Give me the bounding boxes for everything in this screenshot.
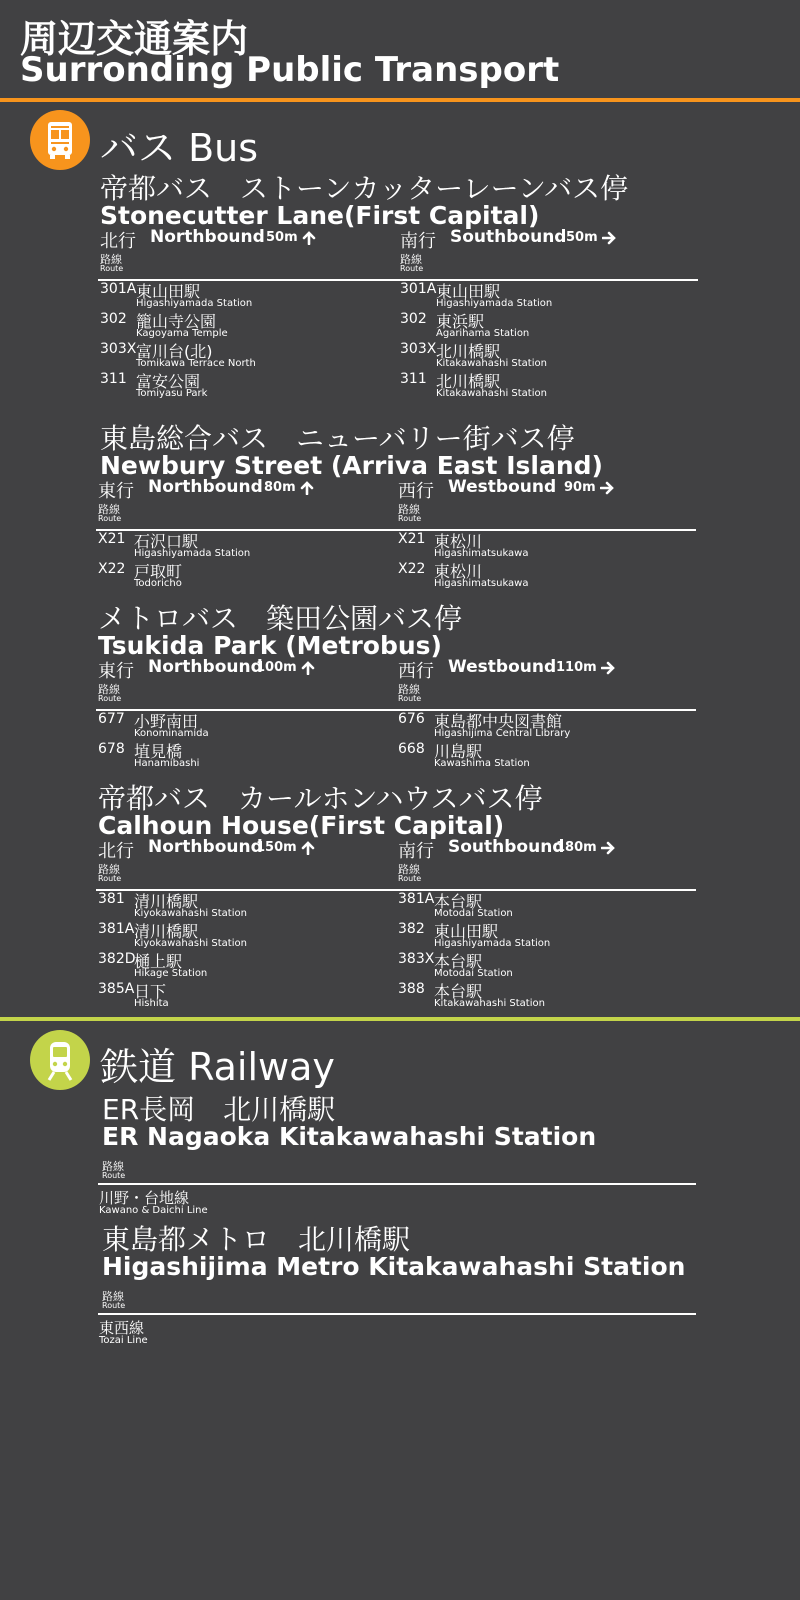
route-entry: [98, 889, 398, 919]
route-entry: [400, 309, 700, 339]
destination-en: Agarihama Station: [436, 328, 530, 339]
route-divider: [98, 1313, 696, 1315]
stop-name-ja: 帝都バス カールホンハウスバス停: [98, 782, 543, 815]
direction-header: [98, 837, 390, 861]
direction-en: Northbound: [150, 227, 265, 247]
stop-name-ja: 東島総合バス ニューバリー街バス停: [100, 422, 575, 455]
direction-en: Northbound: [148, 477, 263, 497]
route-entry: [398, 709, 698, 739]
direction-header: [100, 227, 392, 251]
destination-ja: 富安公園: [136, 372, 201, 391]
route-label-en: Route: [100, 264, 124, 273]
route-number: 302: [100, 311, 127, 327]
distance-value: 100m: [256, 660, 297, 675]
route-divider: [98, 1183, 696, 1185]
route-label-ja: 路線: [398, 503, 420, 516]
destination-ja: 北川橋駅: [436, 342, 501, 361]
arrow-up-icon: [301, 841, 315, 855]
route-number: 302: [400, 311, 427, 327]
route-label-ja: 路線: [98, 503, 120, 516]
page-title: 周辺交通案内: [20, 17, 249, 61]
route-entry: [400, 369, 700, 399]
direction-en: Westbound: [448, 657, 557, 677]
route-number: 381A: [398, 891, 435, 907]
station-name-ja: 東島都メトロ 北川橋駅: [102, 1223, 411, 1256]
walking-distance: [556, 840, 615, 855]
route-number: 301A: [400, 281, 437, 297]
route-number: X21: [398, 531, 426, 547]
station-name-en: Higashijima Metro Kitakawahashi Station: [102, 1252, 686, 1281]
bus-stop: [0, 417, 800, 597]
route-number: 381: [98, 891, 125, 907]
direction-ja: 西行: [398, 481, 434, 502]
destination-en: Tomiyasu Park: [136, 388, 208, 399]
destination-en: Kagoyama Temple: [136, 328, 228, 339]
route-number: 677: [98, 711, 125, 727]
route-entry: [398, 559, 698, 589]
route-label-en: Route: [98, 874, 122, 883]
route-number: 676: [398, 711, 425, 727]
destination-en: Higashiyamada Station: [436, 298, 553, 309]
destination-en: Higashiyamada Station: [136, 298, 253, 309]
destination-en: Higashimatsukawa: [434, 578, 529, 589]
bus-section-title: バス Bus: [100, 126, 259, 170]
route-entry: [98, 949, 398, 979]
destination-ja: 本台駅: [434, 982, 483, 1001]
direction-en: Northbound: [148, 657, 263, 677]
walking-distance: [264, 480, 314, 495]
destination-ja: 本台駅: [434, 892, 483, 911]
route-entry: [98, 739, 398, 769]
route-label-ja: 路線: [398, 683, 420, 696]
bus-stop: [0, 777, 800, 1009]
route-number: 382: [398, 921, 425, 937]
destination-ja: 東松川: [434, 532, 483, 551]
direction-header: [398, 477, 690, 501]
direction-ja: 東行: [98, 661, 134, 682]
route-label-en: Route: [400, 264, 424, 273]
railway-section-divider: [0, 1017, 800, 1021]
distance-value: 180m: [556, 840, 597, 855]
route-label-ja: 路線: [102, 1160, 124, 1173]
destination-en: Tomikawa Terrace North: [136, 358, 256, 369]
direction-header: [398, 837, 690, 861]
page-subtitle: Surronding Public Transport: [20, 50, 560, 90]
route-entry: [398, 739, 698, 769]
railway-section-title: 鉄道 Railway: [100, 1045, 335, 1089]
destination-ja: 北川橋駅: [436, 372, 501, 391]
direction-en: Northbound: [148, 837, 263, 857]
arrow-up-icon: [300, 481, 314, 495]
route-label-en: Route: [398, 694, 422, 703]
arrow-up-icon: [302, 231, 316, 245]
destination-en: Hanamibashi: [134, 758, 200, 769]
station-name-ja: ER長岡 北川橋駅: [102, 1093, 336, 1126]
destination-en: Kitakawahashi Station: [434, 998, 545, 1009]
direction-header: [398, 657, 690, 681]
direction-header: [98, 477, 390, 501]
route-label-en: Route: [98, 514, 122, 523]
destination-ja: 川島駅: [434, 742, 483, 761]
destination-ja: 日下: [134, 982, 167, 1001]
train-icon: [30, 1030, 90, 1090]
route-number: 383X: [398, 951, 435, 967]
destination-ja: 東山田駅: [434, 922, 499, 941]
destination-ja: 東島都中央図書館: [434, 712, 563, 731]
route-number: 385A: [98, 981, 135, 997]
destination-ja: 東松川: [434, 562, 483, 581]
route-number: 388: [398, 981, 425, 997]
stop-name-ja: 帝都バス ストーンカッターレーンバス停: [100, 172, 629, 205]
destination-ja: 東山田駅: [436, 282, 501, 301]
destination-en: Hikage Station: [134, 968, 208, 979]
rail-station: [0, 1218, 800, 1348]
destination-ja: 東山田駅: [136, 282, 201, 301]
destination-ja: 富川台(北): [136, 342, 213, 361]
walking-distance: [256, 840, 315, 855]
destination-en: Higashijima Central Library: [434, 728, 571, 739]
distance-value: 50m: [566, 230, 598, 245]
arrow-right-icon: [600, 481, 614, 495]
route-entry: [398, 979, 698, 1009]
route-entry: [98, 559, 398, 589]
rail-station: [0, 1088, 800, 1218]
bus-stop: [0, 597, 800, 777]
walking-distance: [564, 480, 614, 495]
route-label-en: Route: [398, 874, 422, 883]
route-label-ja: 路線: [100, 253, 122, 266]
station-name-en: ER Nagaoka Kitakawahashi Station: [102, 1122, 597, 1151]
route-number: 381A: [98, 921, 135, 937]
direction-header: [98, 657, 390, 681]
route-label-ja: 路線: [98, 863, 120, 876]
route-number: 303X: [400, 341, 437, 357]
destination-ja: 石沢口駅: [134, 532, 199, 551]
destination-ja: 戸取町: [134, 562, 183, 581]
route-number: 311: [100, 371, 127, 387]
direction-ja: 北行: [98, 841, 134, 862]
destination-en: Higashiyamada Station: [134, 548, 251, 559]
distance-value: 110m: [556, 660, 597, 675]
route-entry: [100, 309, 400, 339]
destination-ja: 埴見橋: [134, 742, 183, 761]
route-entry: [100, 279, 400, 309]
arrow-right-icon: [601, 841, 615, 855]
destination-en: Motodai Station: [434, 968, 513, 979]
destination-en: Konominamida: [134, 728, 209, 739]
destination-en: Kitakawahashi Station: [436, 358, 547, 369]
direction-ja: 北行: [100, 231, 136, 252]
destination-en: Hishita: [134, 998, 169, 1009]
destination-ja: 東浜駅: [436, 312, 485, 331]
stop-name-en: Calhoun House(First Capital): [98, 811, 505, 840]
arrow-up-icon: [301, 661, 315, 675]
distance-value: 90m: [564, 480, 596, 495]
destination-ja: 樋上駅: [134, 952, 183, 971]
route-label-en: Route: [102, 1301, 126, 1310]
direction-ja: 西行: [398, 661, 434, 682]
destination-en: Motodai Station: [434, 908, 513, 919]
destination-en: Kiyokawahashi Station: [134, 938, 247, 949]
route-number: 668: [398, 741, 425, 757]
route-number: 311: [400, 371, 427, 387]
route-entry: [400, 339, 700, 369]
route-entry: [98, 709, 398, 739]
walking-distance: [256, 660, 315, 675]
header: [0, 0, 800, 98]
route-number: 301A: [100, 281, 137, 297]
route-entry: [398, 889, 698, 919]
walking-distance: [266, 230, 316, 245]
stop-name-en: Stonecutter Lane(First Capital): [100, 201, 540, 230]
arrow-right-icon: [601, 661, 615, 675]
destination-en: Higashimatsukawa: [434, 548, 529, 559]
direction-ja: 南行: [398, 841, 434, 862]
route-number: 678: [98, 741, 125, 757]
bus-section-divider: [0, 98, 800, 102]
direction-en: Southbound: [448, 837, 565, 857]
destination-ja: 清川橋駅: [134, 922, 199, 941]
distance-value: 80m: [264, 480, 296, 495]
route-entry: [398, 529, 698, 559]
direction-ja: 東行: [98, 481, 134, 502]
route-number: 303X: [100, 341, 137, 357]
destination-en: Kiyokawahashi Station: [134, 908, 247, 919]
stop-name-en: Newbury Street (Arriva East Island): [100, 451, 603, 480]
route-label-ja: 路線: [400, 253, 422, 266]
destination-ja: 籠山寺公園: [136, 312, 217, 331]
route-label-ja: 路線: [98, 683, 120, 696]
rail-line-ja: 川野・台地線: [99, 1189, 190, 1207]
route-number: X22: [398, 561, 426, 577]
route-number: 382D: [98, 951, 136, 967]
arrow-right-icon: [602, 231, 616, 245]
direction-header: [400, 227, 692, 251]
route-entry: [98, 979, 398, 1009]
route-label-ja: 路線: [102, 1290, 124, 1303]
walking-distance: [556, 660, 615, 675]
rail-line-en: Tozai Line: [99, 1335, 148, 1346]
stop-name-en: Tsukida Park (Metrobus): [98, 631, 442, 660]
destination-ja: 清川橋駅: [134, 892, 199, 911]
route-label-en: Route: [102, 1171, 126, 1180]
walking-distance: [566, 230, 616, 245]
route-label-en: Route: [398, 514, 422, 523]
stop-name-ja: メトロバス 築田公園バス停: [98, 602, 463, 635]
route-entry: [98, 919, 398, 949]
route-number: X21: [98, 531, 126, 547]
bus-icon: [30, 110, 90, 170]
destination-en: Higashiyamada Station: [434, 938, 551, 949]
direction-en: Westbound: [448, 477, 557, 497]
direction-en: Southbound: [450, 227, 567, 247]
route-entry: [400, 279, 700, 309]
route-label-ja: 路線: [398, 863, 420, 876]
rail-line-ja: 東西線: [99, 1319, 145, 1337]
direction-ja: 南行: [400, 231, 436, 252]
route-entry: [398, 919, 698, 949]
route-entry: [100, 369, 400, 399]
destination-en: Todoricho: [134, 578, 182, 589]
destination-en: Kawashima Station: [434, 758, 530, 769]
distance-value: 50m: [266, 230, 298, 245]
bus-stop: [0, 167, 800, 399]
destination-en: Kitakawahashi Station: [436, 388, 547, 399]
destination-ja: 小野南田: [134, 712, 199, 731]
route-label-en: Route: [98, 694, 122, 703]
destination-ja: 本台駅: [434, 952, 483, 971]
rail-line-en: Kawano & Daichi Line: [99, 1205, 208, 1216]
route-entry: [100, 339, 400, 369]
distance-value: 150m: [256, 840, 297, 855]
route-number: X22: [98, 561, 126, 577]
route-entry: [398, 949, 698, 979]
route-entry: [98, 529, 398, 559]
